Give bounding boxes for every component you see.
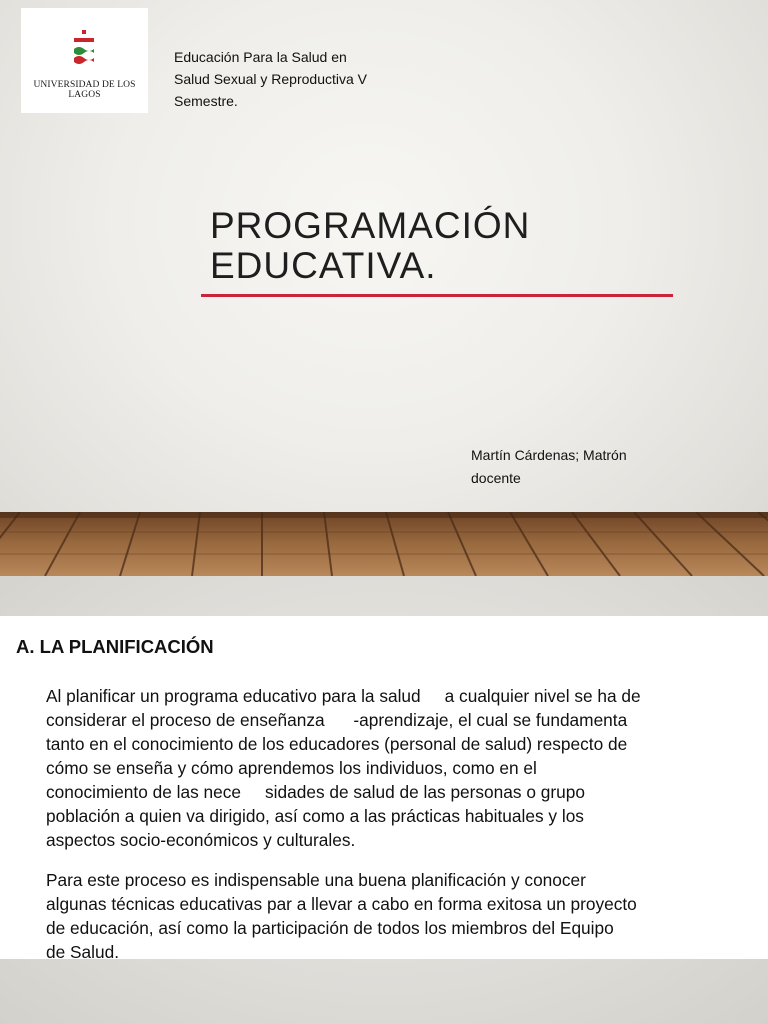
paragraph-1 xyxy=(46,684,766,852)
paragraph-line: considerar el proceso de enseñanza -aprendizaje, el cual se fundamenta xyxy=(46,710,628,730)
paragraph-line: de Salud. xyxy=(46,942,120,962)
course-info xyxy=(174,46,434,112)
paragraph-line: Para este proceso es indispensable una buena planificación y conocer xyxy=(46,870,586,890)
university-logo xyxy=(21,8,148,113)
paragraph-line: cómo se enseña y cómo aprendemos los individuos, como en el xyxy=(46,758,537,778)
title-underline xyxy=(201,294,673,297)
paragraph-line: aspectos socio-económicos y culturales. xyxy=(46,830,356,850)
author-line: Martín Cárdenas; Matrón xyxy=(471,447,627,463)
author-info xyxy=(471,444,711,490)
course-line: Semestre. xyxy=(174,93,238,109)
course-line: Educación Para la Salud en xyxy=(174,49,347,65)
author-line: docente xyxy=(471,470,521,486)
course-line: Salud Sexual y Reproductiva V xyxy=(174,71,367,87)
slide-title xyxy=(210,206,680,286)
paragraph-line: de educación, así como la participación de todos los miembros del Equipo xyxy=(46,918,614,938)
paragraph-line: población a quien va dirigido, así como a las prácticas habituales y los xyxy=(46,806,584,826)
paragraph-line: Al planificar un programa educativo para la salud a cualquier nivel se ha de xyxy=(46,686,641,706)
university-emblem-icon xyxy=(71,30,97,66)
title-line: PROGRAMACIÓN xyxy=(210,205,531,246)
wood-floor xyxy=(0,512,768,576)
section-heading: A. LA PLANIFICACIÓN xyxy=(16,636,214,657)
university-name: UNIVERSIDAD DE LOS LAGOS xyxy=(33,80,136,100)
paragraph-line: algunas técnicas educativas par a llevar a cabo en forma exitosa un proyecto xyxy=(46,894,637,914)
paragraph-line: tanto en el conocimiento de los educadores (personal de salud) respecto de xyxy=(46,734,628,754)
content-slide xyxy=(0,576,768,1024)
title-line: EDUCATIVA. xyxy=(210,245,437,286)
document-excerpt xyxy=(0,616,768,962)
paragraph-line: conocimiento de las nece sidades de salud de las personas o grupo xyxy=(46,782,585,802)
paragraph-2 xyxy=(46,868,766,964)
